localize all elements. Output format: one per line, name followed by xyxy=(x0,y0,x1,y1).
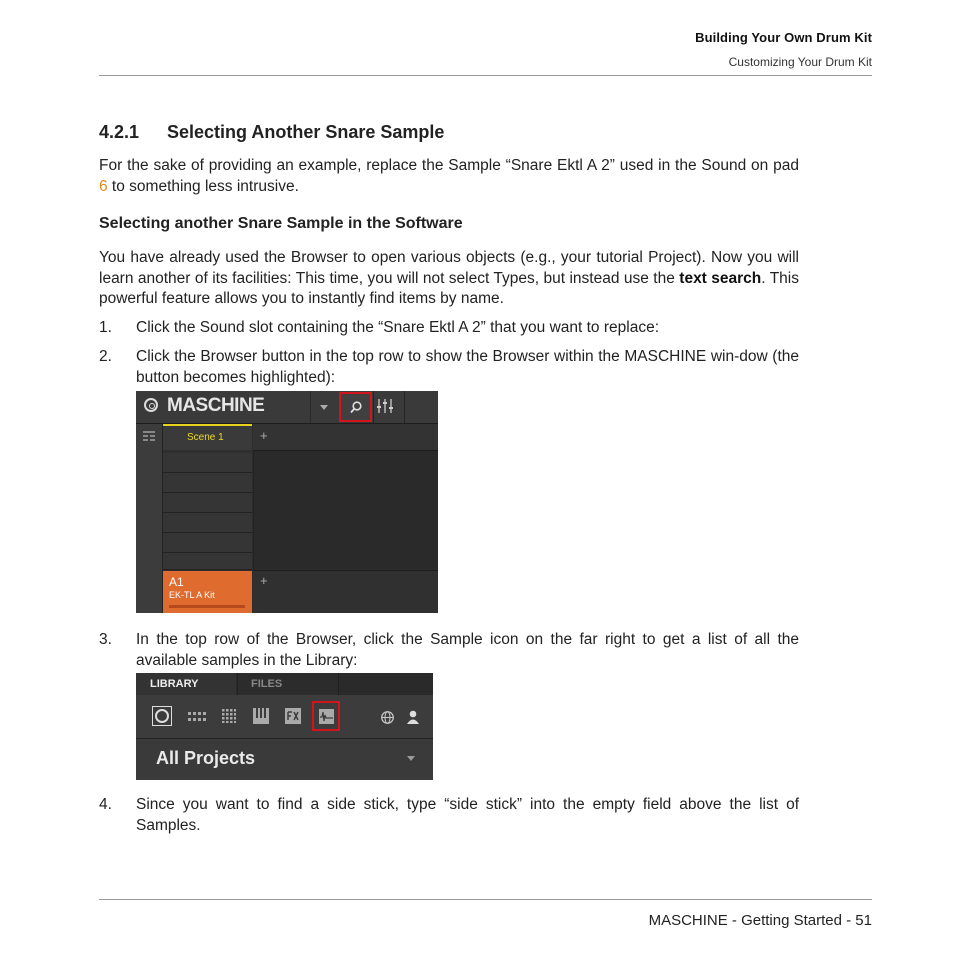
maschine-window-screenshot xyxy=(136,391,438,613)
pattern-row[interactable] xyxy=(163,493,252,513)
section-number: 4.2.1 xyxy=(99,122,140,142)
intro-paragraph xyxy=(99,156,799,197)
section-heading xyxy=(99,122,444,143)
add-scene-button[interactable]: + xyxy=(260,428,268,443)
project-selector-value: All Projects xyxy=(156,748,256,768)
tab-files-label: FILES xyxy=(251,678,283,690)
chevron-down-icon xyxy=(407,756,415,761)
step-text: Click the Sound slot containing the “Snare Ektl A 2” that you want to replace: xyxy=(136,319,659,336)
pattern-row[interactable] xyxy=(163,453,252,473)
running-header-section: Customizing Your Drum Kit xyxy=(728,55,872,69)
tab-library-label: LIBRARY xyxy=(150,678,199,690)
step-text: Click the Browser button in the top row to show the Browser within the MASCHINE win-dow (the button becomes highlighted): xyxy=(136,348,799,386)
body-paragraph xyxy=(99,248,799,310)
page-footer: MASCHINE - Getting Started - 51 xyxy=(648,912,872,929)
section-title: Selecting Another Snare Sample xyxy=(167,122,445,142)
grid-view-icon[interactable] xyxy=(143,431,155,441)
instrument-icon[interactable] xyxy=(253,708,269,724)
pattern-row[interactable] xyxy=(163,513,252,533)
project-selector[interactable] xyxy=(136,739,433,780)
pad-number: 6 xyxy=(99,177,108,195)
arranger-area xyxy=(253,451,438,569)
group-name: EK-TL A Kit xyxy=(169,590,215,600)
tab-files[interactable] xyxy=(237,673,339,695)
sample-button[interactable] xyxy=(312,701,340,731)
group-slot-a1[interactable] xyxy=(163,571,252,613)
pattern-row[interactable] xyxy=(163,553,252,570)
tab-library[interactable] xyxy=(136,673,236,695)
group-icon[interactable] xyxy=(188,712,206,722)
file-type-bar xyxy=(136,695,433,739)
group-pattern-strip xyxy=(253,570,438,613)
group-level-bar xyxy=(169,605,245,608)
body-text-end: . This powerful feature allows you to instantly find items by name. xyxy=(99,269,799,307)
step-number: 4. xyxy=(99,796,112,813)
scene-strip xyxy=(253,424,438,451)
sound-icon[interactable] xyxy=(222,709,236,723)
step-number: 1. xyxy=(99,319,112,336)
project-icon[interactable] xyxy=(152,706,172,726)
add-group-button[interactable]: + xyxy=(260,573,268,588)
footer-rule xyxy=(99,899,872,900)
mixer-button[interactable] xyxy=(376,397,394,420)
group-label: A1 xyxy=(169,575,184,589)
chevron-down-icon xyxy=(320,405,328,410)
maschine-logo: MASCHINE xyxy=(167,395,265,416)
search-icon xyxy=(350,401,362,414)
step-text: Since you want to find a side stick, type “side stick” into the empty field above the list of Samples. xyxy=(136,796,799,834)
library-browser-screenshot xyxy=(136,673,433,780)
mixer-icon xyxy=(376,397,394,415)
sample-icon xyxy=(319,709,334,724)
running-header-chapter: Building Your Own Drum Kit xyxy=(695,30,872,45)
body-bold-term: text search xyxy=(679,269,762,287)
divider xyxy=(404,391,405,423)
fx-icon[interactable] xyxy=(285,708,301,724)
arranger-left-strip xyxy=(136,424,163,613)
scene-slot[interactable] xyxy=(163,424,252,450)
pattern-row[interactable] xyxy=(163,533,252,553)
body-text: You have already used the Browser to open various objects (e.g., your tutorial Project). Now you will learn another of its facilities: This time, you will not select Types, but instead use the xyxy=(99,249,799,287)
step-number: 2. xyxy=(99,348,112,365)
intro-text-end: to something less intrusive. xyxy=(107,177,299,195)
browser-button[interactable] xyxy=(339,392,372,422)
subsection-heading: Selecting another Snare Sample in the Software xyxy=(99,215,463,232)
step-number: 3. xyxy=(99,631,112,648)
header-rule xyxy=(99,75,872,76)
step-text: In the top row of the Browser, click the Sample icon on the far right to get a list of all the available samples in the Library: xyxy=(136,631,799,669)
globe-icon[interactable] xyxy=(381,711,394,724)
scene-label: Scene 1 xyxy=(187,432,224,443)
user-icon[interactable] xyxy=(406,710,420,724)
pattern-row[interactable] xyxy=(163,473,252,493)
ni-logo-icon xyxy=(144,398,158,412)
divider xyxy=(373,391,374,423)
intro-text: For the sake of providing an example, replace the Sample “Snare Ektl A 2” used in the Sound on pad xyxy=(99,157,799,174)
